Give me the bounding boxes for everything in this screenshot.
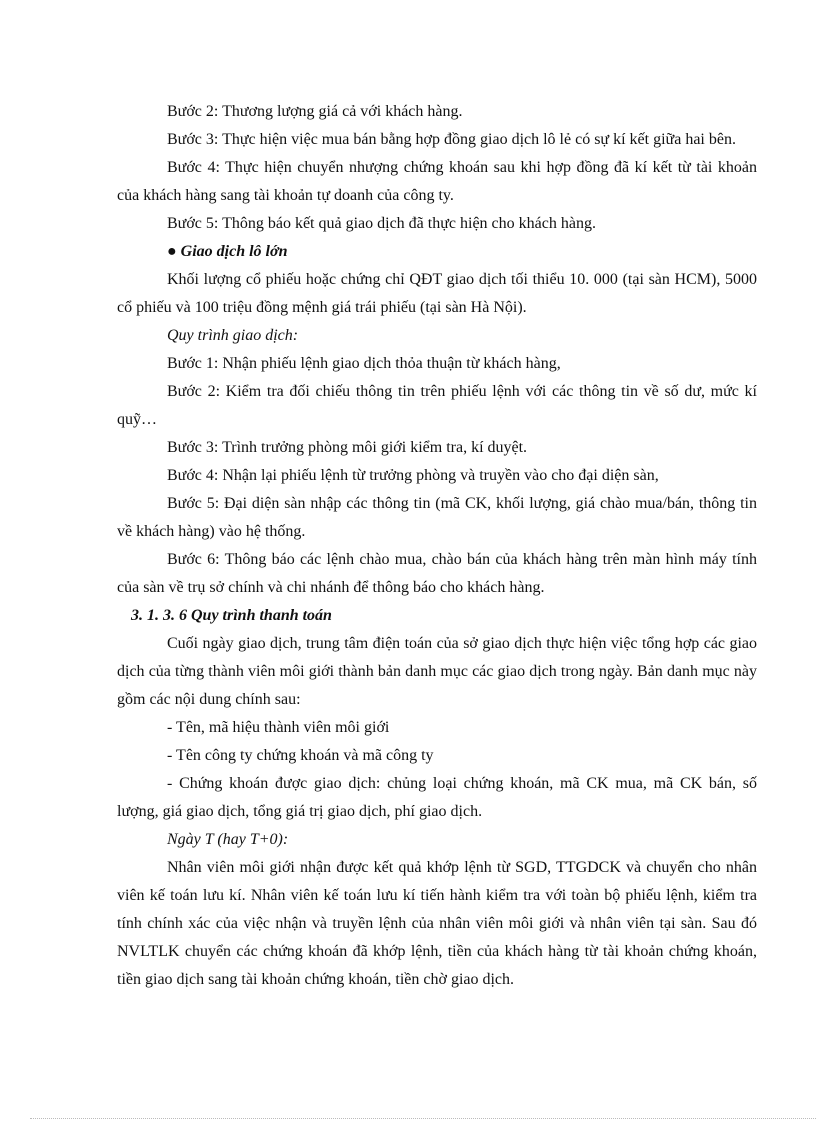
list-item-member-name: - Tên, mã hiệu thành viên môi giới: [167, 719, 390, 736]
paragraph-day-t-details: Nhân viên môi giới nhận được kết quả khớp lệnh từ SGD, TTGDCK và chuyển cho nhân viên kế toán lưu kí. Nhân viên kế toán lưu kí tiến hành kiểm tra với toàn bộ phiếu lệnh, kiểm tra tính chính xác của việc nhận và truyền lệnh của nhân viên môi giới và nhân viên tại sàn. Sau đó NVLTLK chuyển các chứng khoán đã khớp lệnh, tiền của khách hàng từ tài khoản chứng khoán, tiền giao dịch sang tài khoản chứng khoán, tiền chờ giao dịch.: [117, 859, 757, 988]
bullet-heading-block-trade: ● Giao dịch lô lớn: [167, 243, 288, 260]
paragraph-step-3-contract: Bước 3: Thực hiện việc mua bán bằng hợp đồng giao dịch lô lẻ có sự kí kết giữa hai bên.: [167, 131, 736, 148]
paragraph-settlement-intro: Cuối ngày giao dịch, trung tâm điện toán của sở giao dịch thực hiện việc tổng hợp các giao dịch của từng thành viên môi giới thành bản danh mục các giao dịch trong ngày. Bản danh mục này gồm các nội dung chính sau:: [117, 635, 757, 708]
paragraph-procedure-step-6: Bước 6: Thông báo các lệnh chào mua, chào bán của khách hàng trên màn hình máy tính của sàn về trụ sở chính và chi nhánh để thông báo cho khách hàng.: [117, 551, 757, 596]
paragraph-step-5-notify: Bước 5: Thông báo kết quả giao dịch đã thực hiện cho khách hàng.: [167, 215, 596, 232]
paragraph-procedure-step-3: Bước 3: Trình trưởng phòng môi giới kiểm tra, kí duyệt.: [167, 439, 528, 456]
paragraph-procedure-step-2: Bước 2: Kiểm tra đối chiếu thông tin trên phiếu lệnh với các thông tin về số dư, mức kí quỹ…: [117, 383, 757, 428]
paragraph-procedure-step-1: Bước 1: Nhận phiếu lệnh giao dịch thỏa thuận từ khách hàng,: [167, 355, 561, 372]
list-item-company-name: - Tên công ty chứng khoán và mã công ty: [167, 747, 434, 764]
section-heading-settlement: 3. 1. 3. 6 Quy trình thanh toán: [131, 607, 332, 624]
list-item-securities-traded: - Chứng khoán được giao dịch: chủng loại chứng khoán, mã CK mua, mã CK bán, số lượng, giá giao dịch, tổng giá trị giao dịch, phí giao dịch.: [117, 775, 757, 820]
paragraph-step-2-negotiate: Bước 2: Thương lượng giá cả với khách hàng.: [167, 103, 463, 120]
page-bottom-rule: [30, 1118, 816, 1119]
paragraph-procedure-step-5: Bước 5: Đại diện sàn nhập các thông tin (mã CK, khối lượng, giá chào mua/bán, thông tin về khách hàng) vào hệ thống.: [117, 495, 757, 540]
paragraph-step-4-transfer: Bước 4: Thực hiện chuyển nhượng chứng khoán sau khi hợp đồng đã kí kết từ tài khoản của khách hàng sang tài khoản tự doanh của công ty.: [117, 159, 757, 204]
paragraph-procedure-step-4: Bước 4: Nhận lại phiếu lệnh từ trưởng phòng và truyền vào cho đại diện sàn,: [167, 467, 659, 484]
paragraph-block-trade-volume: Khối lượng cổ phiếu hoặc chứng chỉ QĐT giao dịch tối thiểu 10. 000 (tại sàn HCM), 5000 cổ phiếu và 100 triệu đồng mệnh giá trái phiếu (tại sàn Hà Nội).: [117, 271, 757, 316]
subheading-trading-procedure: Quy trình giao dịch:: [167, 327, 299, 344]
subheading-day-t: Ngày T (hay T+0):: [167, 831, 289, 848]
document-page: [117, 98, 757, 994]
